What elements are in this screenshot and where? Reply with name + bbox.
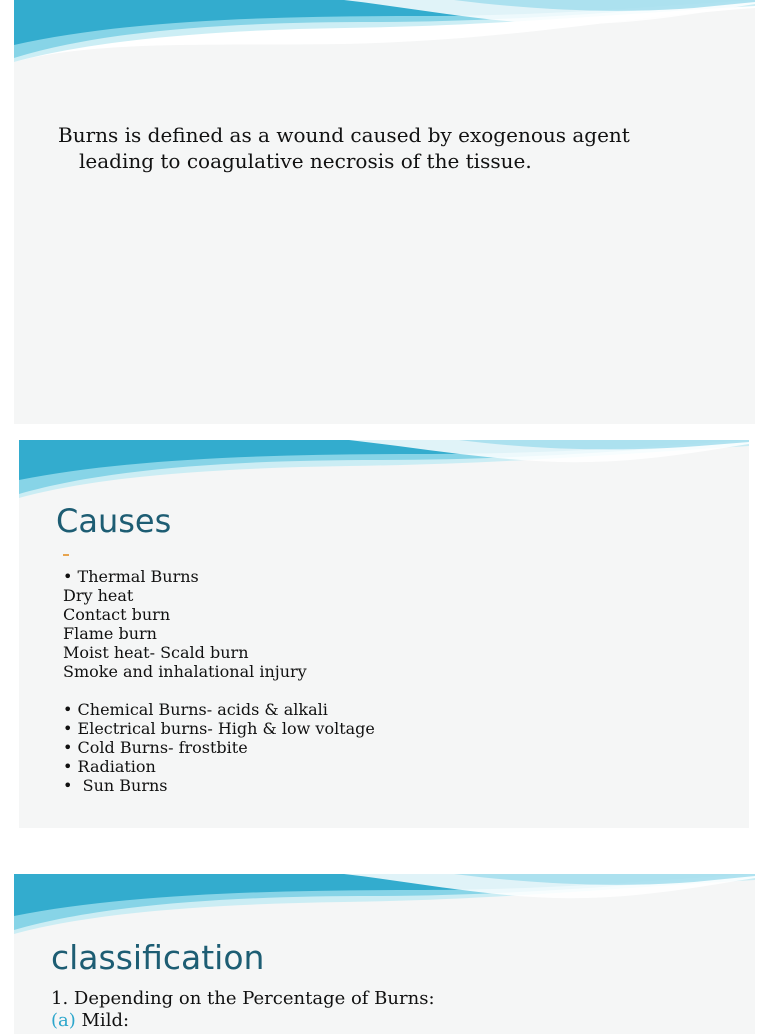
definition-text [58,122,728,174]
header-wave [14,0,755,70]
list-item: • Cold Burns- frostbite [63,738,248,757]
list-item: • Radiation [63,757,156,776]
list-item: • Thermal Burns [63,567,199,586]
definition-line-2: leading to coagulative necrosis of the tissue. [79,149,532,173]
list-item: Smoke and inhalational injury [63,662,307,681]
slide-definition [14,0,755,424]
causes-list [63,567,375,795]
list-item: • Sun Burns [63,776,168,795]
list-item: Moist heat- Scald burn [63,643,249,662]
list-item: Dry heat [63,586,134,605]
classification-subtitle: 1. Depending on the Percentage of Burns: [51,988,435,1009]
classification-item [51,1010,129,1031]
list-item: • Electrical burns- High & low voltage [63,719,375,738]
accent-dash [63,554,69,556]
definition-line-1: Burns is defined as a wound caused by exogenous agent [58,123,630,147]
header-wave [19,440,749,500]
list-item: Flame burn [63,624,157,643]
item-letter: (a) [51,1010,76,1031]
item-text: Mild: [75,1010,130,1031]
list-item: Contact burn [63,605,171,624]
slide-title: classification [51,938,265,977]
slide-title: Causes [56,502,172,540]
header-wave [14,874,755,936]
list-item: • Chemical Burns- acids & alkali [63,700,328,719]
slide-causes [19,440,749,828]
slide-classification [14,874,755,1034]
